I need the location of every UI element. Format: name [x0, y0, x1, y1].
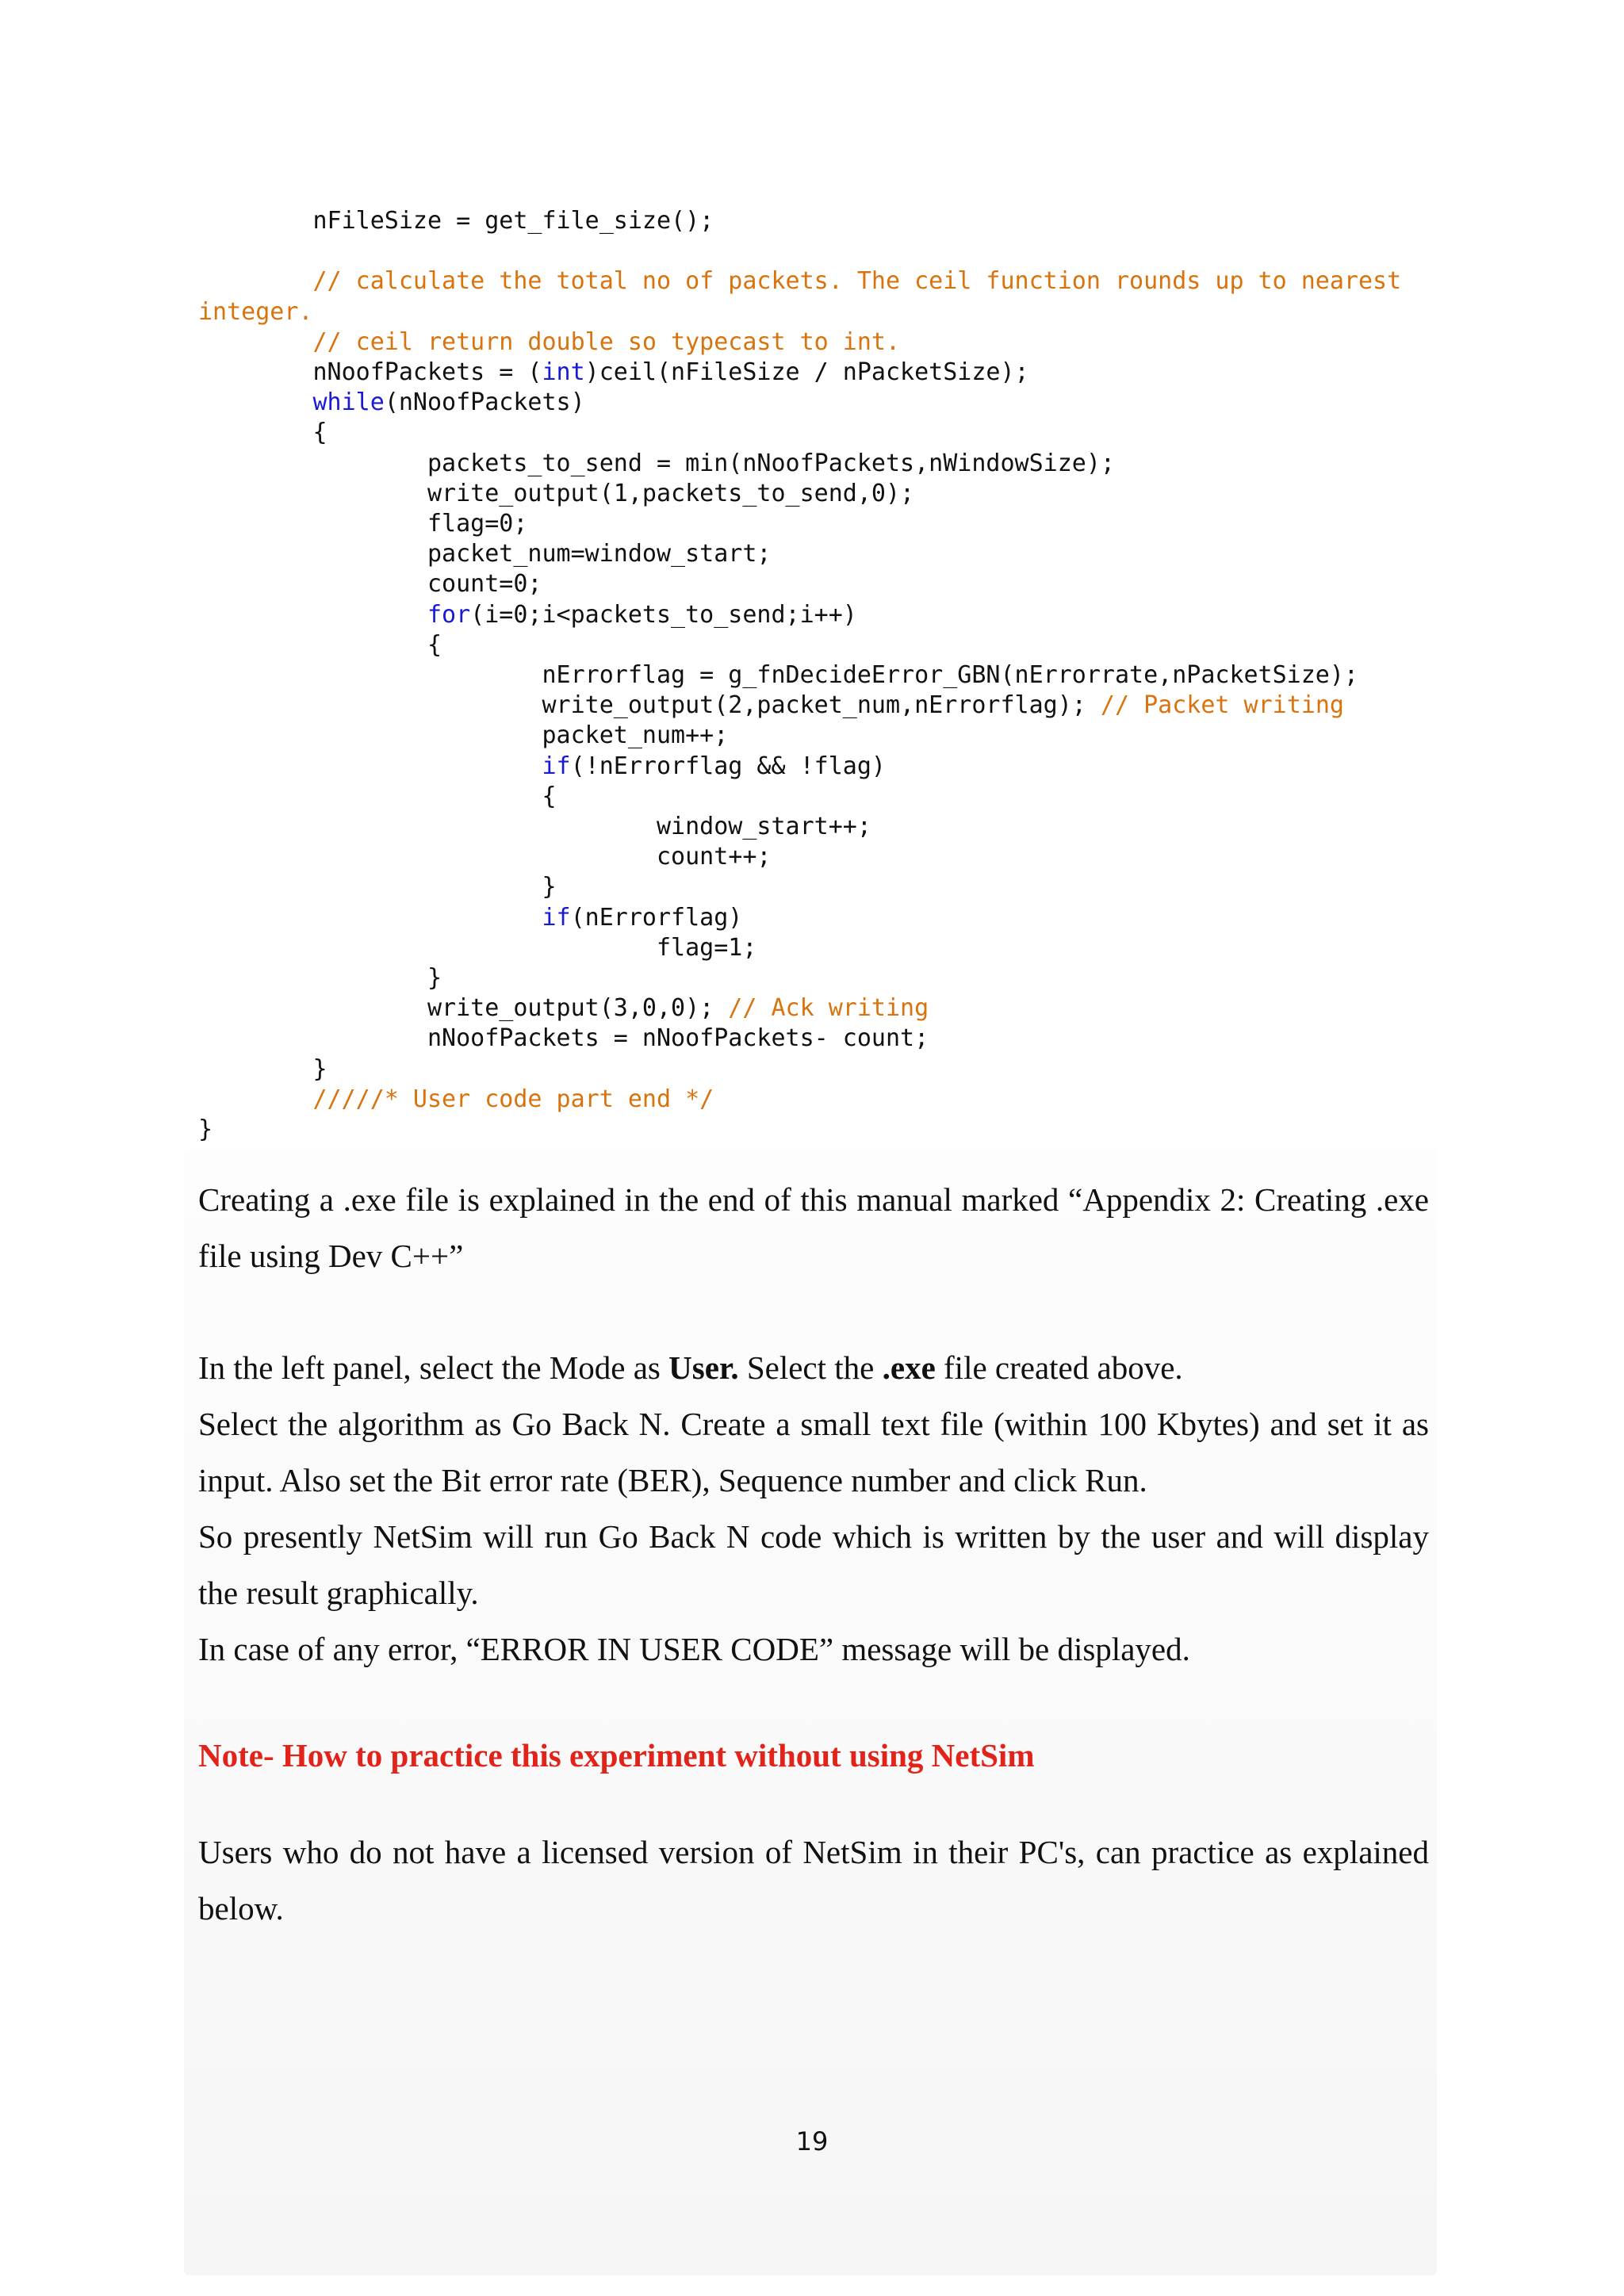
code-keyword: while [198, 388, 385, 417]
code-line: packet_num++; [198, 721, 729, 750]
instruction-line: In case of any error, “ERROR IN USER CODE” message will be displayed. [198, 1631, 1190, 1667]
code-text: (i=0;i<packets_to_send;i++) [470, 600, 857, 629]
code-line: window_start++; [198, 813, 871, 841]
code-text: (nNoofPackets) [384, 388, 585, 417]
code-comment: /////* User code part end */ [198, 1085, 714, 1113]
paragraph-practice: Users who do not have a licensed version of NetSim in their PC's, can practice as explained below. [198, 1834, 1429, 1927]
code-comment: integer. [198, 297, 313, 326]
code-text: nNoofPackets = ( [198, 358, 542, 387]
code-line: } [198, 1054, 327, 1083]
code-line: nErrorflag = g_fnDecideError_GBN(nErrorrate,nPacketSize); [198, 661, 1358, 690]
code-comment: // calculate the total no of packets. The ceil function rounds up to nearest [198, 267, 1402, 296]
page-shading [184, 1150, 1437, 2275]
code-text: (nErrorflag) [570, 903, 743, 932]
text-run: Select the [738, 1349, 883, 1386]
code-keyword: int [542, 358, 585, 387]
paragraph-appendix-note: Creating a .exe file is explained in the end of this manual marked “Appendix 2: Creating .exe file using Dev C++” [198, 1181, 1429, 1274]
note-heading: Note- How to practice this experiment without using NetSim [198, 1737, 1035, 1774]
code-line: } [198, 873, 557, 901]
code-line: { [198, 630, 442, 659]
code-line: packets_to_send = min(nNoofPackets,nWindowSize); [198, 449, 1115, 477]
code-line: count++; [198, 843, 772, 871]
code-line: count=0; [198, 570, 542, 599]
code-keyword: for [198, 600, 471, 629]
code-line: nNoofPackets = nNoofPackets- count; [198, 1024, 929, 1053]
code-listing [198, 206, 1401, 1145]
code-line: nFileSize = get_file_size(); [198, 207, 714, 235]
code-keyword: if [198, 903, 571, 932]
instruction-line [198, 1340, 1429, 1396]
code-text: write_output(3,0,0); [198, 994, 729, 1023]
text-run: In the left panel, select the Mode as [198, 1349, 669, 1386]
code-line: write_output(1,packets_to_send,0); [198, 479, 915, 507]
code-text: write_output(2,packet_num,nErrorflag); [198, 691, 1101, 720]
code-line: } [198, 964, 442, 993]
code-text: )ceil(nFileSize / nPacketSize); [584, 358, 1029, 387]
code-comment: // Ack writing [728, 994, 929, 1023]
code-line: flag=1; [198, 933, 757, 962]
paragraph-instructions [198, 1340, 1429, 1678]
code-comment: // Packet writing [1100, 691, 1344, 720]
bold-text: .exe [882, 1349, 936, 1386]
instruction-line: So presently NetSim will run Go Back N code which is written by the user and will display the result graphically. [198, 1518, 1429, 1611]
code-line: } [198, 1115, 213, 1144]
text-run: file created above. [935, 1349, 1183, 1386]
code-line: flag=0; [198, 510, 528, 538]
code-comment: // ceil return double so typecast to int. [198, 327, 901, 356]
instruction-line: Select the algorithm as Go Back N. Create a small text file (within 100 Kbytes) and set it as input. Also set the Bit error rate (BER), Sequence number and click Run. [198, 1406, 1429, 1498]
code-text: (!nErrorflag && !flag) [570, 752, 886, 780]
code-line: { [198, 782, 557, 810]
code-keyword: if [198, 752, 571, 780]
page-number: 19 [795, 2126, 829, 2156]
code-line: { [198, 419, 327, 447]
code-line: packet_num=window_start; [198, 540, 772, 568]
bold-text: User. [668, 1349, 739, 1386]
